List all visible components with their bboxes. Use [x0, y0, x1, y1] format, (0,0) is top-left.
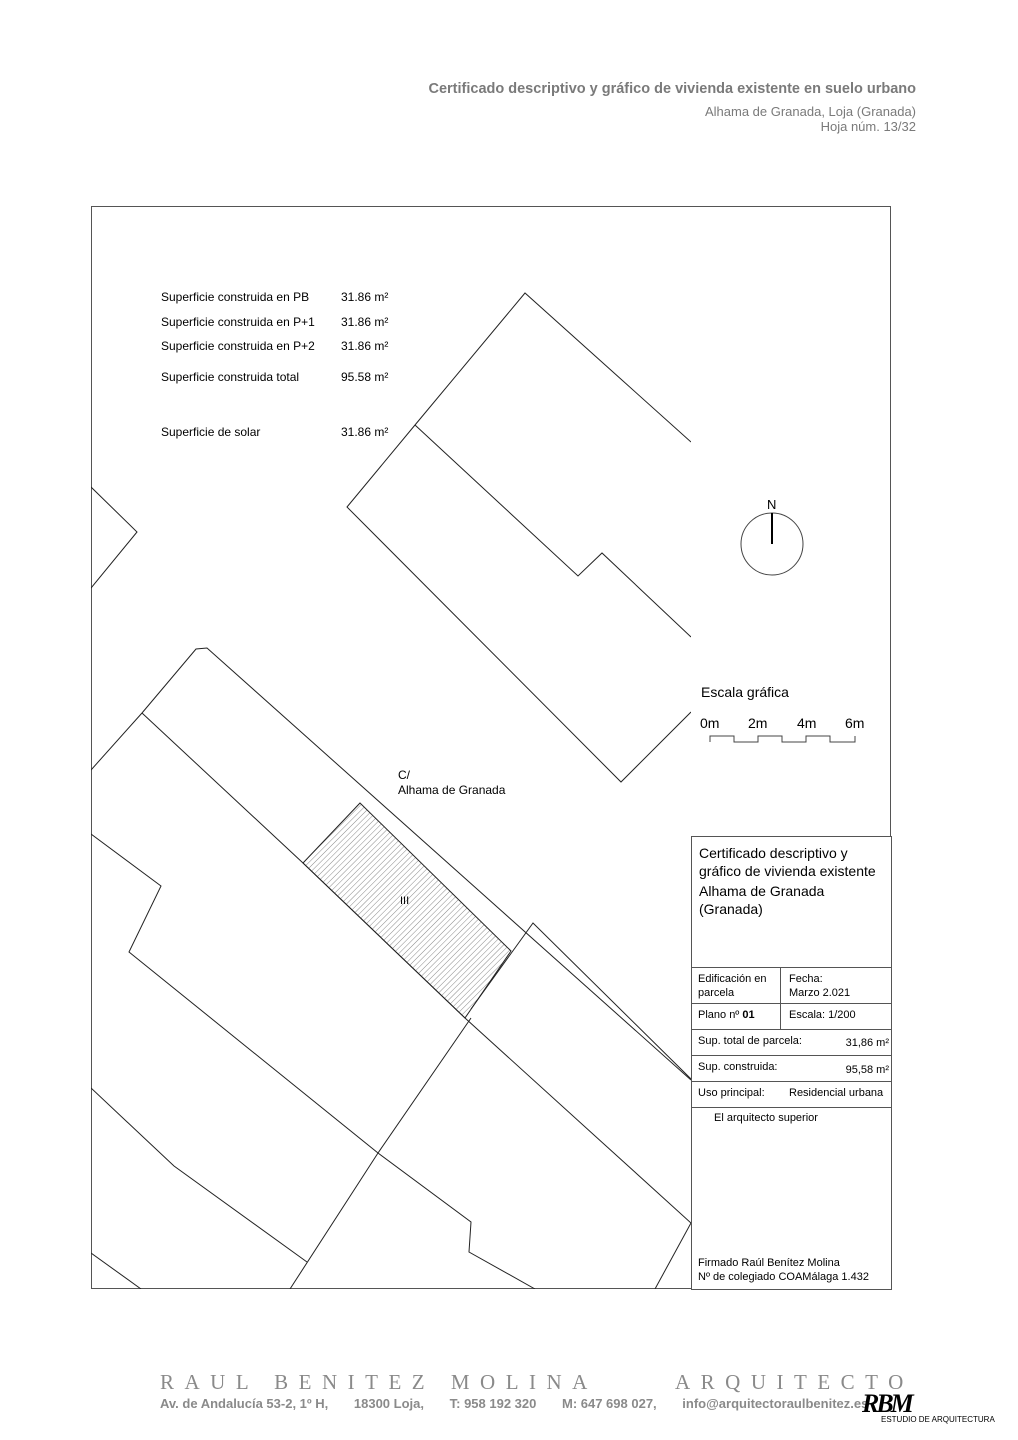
divider [692, 1107, 891, 1108]
target-parcel [303, 803, 511, 1018]
divider [692, 1029, 891, 1030]
divider [692, 967, 891, 968]
area-label: Superficie construida en PB [161, 290, 310, 304]
footer-architect-name: RAUL BENITEZ MOLINA [160, 1370, 598, 1394]
plot-area-label: Sup. total de parcela: [698, 1035, 802, 1047]
area-row-p2 [161, 339, 388, 353]
divider [780, 967, 781, 1029]
area-label: Superficie de solar [161, 425, 261, 439]
scale-tick-label: 6m [845, 715, 865, 731]
street-prefix: C/ [398, 768, 410, 782]
scale-bar [710, 736, 855, 742]
area-row-solar [161, 425, 388, 439]
divider [692, 1081, 891, 1082]
date-value: Marzo 2.021 [789, 987, 851, 999]
built-area-label: Sup. construida: [698, 1061, 778, 1073]
compass-icon [741, 513, 803, 575]
title-line: Certificado descriptivo y [699, 845, 848, 861]
footer-email[interactable]: info@arquitectoraulbenitez.es [682, 1396, 869, 1411]
footer-contact [160, 1396, 890, 1411]
logo-subtitle: ESTUDIO DE ARQUITECTURA [881, 1415, 995, 1424]
date-label: Fecha: [789, 973, 823, 985]
architect-label: El arquitecto superior [714, 1112, 818, 1124]
sheet-number: Hoja núm. 13/32 [820, 119, 916, 134]
place-line: Alhama de Granada [699, 883, 825, 899]
plan-number: 01 [742, 1009, 755, 1021]
parcel-outline [415, 425, 691, 637]
area-value: 31.86 m² [341, 339, 389, 353]
area-label: Superficie construida total [161, 370, 300, 384]
title-block [691, 836, 892, 1290]
area-value: 95.58 m² [341, 370, 389, 384]
rbm-logo [862, 1389, 995, 1424]
area-row-total [161, 370, 388, 384]
use-value: Residencial urbana [789, 1087, 884, 1099]
signed-by: Firmado Raúl Benítez Molina [698, 1257, 840, 1269]
plan-label: Plano nº [698, 1009, 740, 1021]
building-type [698, 972, 767, 1000]
type-line: parcela [698, 987, 735, 999]
registration-number: Nº de colegiado COAMálaga 1.432 [698, 1271, 869, 1283]
place-line: (Granada) [699, 901, 763, 917]
plan-number-field [698, 1009, 755, 1021]
parcel-outline [91, 834, 535, 1289]
scale-title: Escala gráfica [701, 684, 789, 700]
signature-block [698, 1256, 869, 1284]
built-area-value: 95,58 m² [845, 1064, 889, 1076]
parcel-outline [91, 1253, 141, 1289]
date-field [789, 972, 850, 1000]
parcel-outline [290, 1018, 471, 1289]
area-row-pb [161, 290, 388, 304]
scale-field: Escala: 1/200 [789, 1009, 856, 1021]
footer-city: 18300 Loja, [353, 1396, 424, 1411]
plot-area-value: 31,86 m² [845, 1037, 889, 1049]
area-value: 31.86 m² [341, 425, 389, 439]
compass-north-label: N [767, 497, 777, 512]
area-value: 31.86 m² [341, 290, 389, 304]
scale-tick-label: 4m [797, 715, 817, 731]
title-line: gráfico de vivienda existente [699, 863, 876, 879]
title-block-heading [699, 844, 876, 918]
area-row-p1 [161, 315, 388, 329]
location-text: Alhama de Granada, Loja (Granada) [704, 104, 916, 119]
footer-mobile: M: 647 698 027, [561, 1396, 657, 1411]
divider [692, 1055, 891, 1056]
parcel-outline [655, 1223, 691, 1289]
street-label [398, 768, 505, 798]
parcel-outline [91, 487, 137, 588]
logo-mark: RBM [862, 1389, 911, 1418]
area-label: Superficie construida en P+2 [161, 339, 315, 353]
footer-profession: ARQUITECTO [675, 1370, 914, 1394]
parcel-outline [347, 293, 691, 782]
document-title: Certificado descriptivo y gráfico de vivienda existente en suelo urbano [428, 81, 916, 97]
area-value: 31.86 m² [341, 315, 389, 329]
divider [692, 1003, 891, 1004]
scale-tick-label: 0m [700, 715, 720, 731]
parcel-outline [91, 1088, 307, 1262]
lot-label: III [400, 895, 410, 907]
footer-phone: T: 958 192 320 [449, 1396, 537, 1411]
scale-tick-label: 2m [748, 715, 768, 731]
footer-address: Av. de Andalucía 53-2, 1º H, [160, 1396, 329, 1411]
use-label: Uso principal: [698, 1087, 765, 1099]
street-name: Alhama de Granada [398, 783, 506, 797]
area-label: Superficie construida en P+1 [161, 315, 315, 329]
type-line: Edificación en [698, 973, 767, 985]
